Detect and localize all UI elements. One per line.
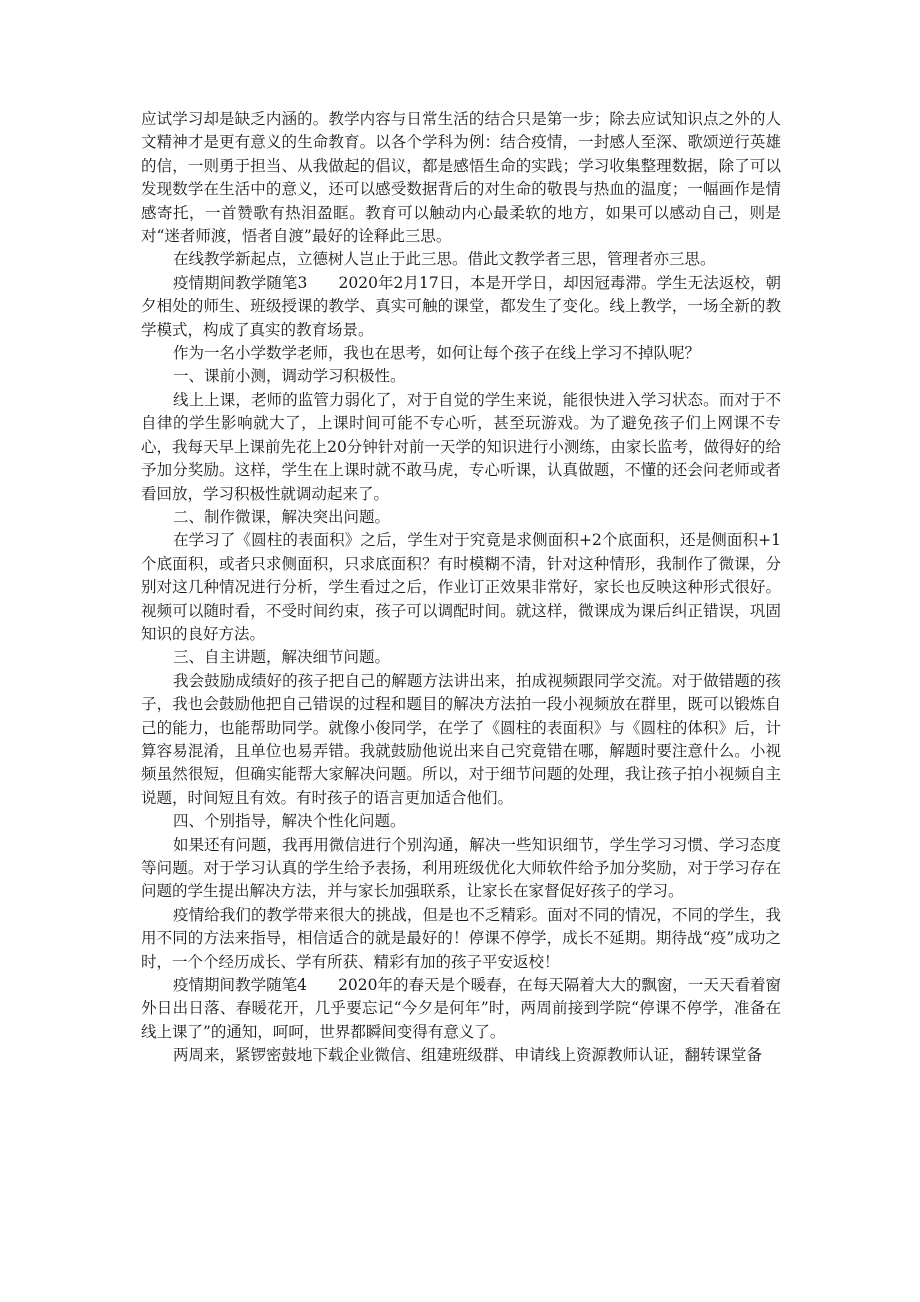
- paragraph-section-3: 我会鼓励成绩好的孩子把自己的解题方法讲出来，拍成视频跟同学交流。对于做错题的孩子，我也会鼓励他把自己错误的过程和题目的解决方法拍一段小视频放在群里，既可以锻炼自己的能力，也能帮助同学。就像小俊同学，在学了《圆柱的表面积》与《圆柱的体积》后，计算容易混淆，且单位也易弄错。我就鼓励他说出来自己究竟错在哪，解题时要注意什么。小视频虽然很短，但确实能帮大家解决问题。所以，对于细节问题的处理，我让孩子拍小视频自主说题，时间短且有效。有时孩子的语言更加适合他们。: [141, 671, 781, 807]
- paragraph-section-4: 如果还有问题，我再用微信进行个别沟通，解决一些知识细节，学生学习习惯、学习态度等问题。对于学习认真的学生给予表扬，利用班级优化大师软件给予加分奖励，对于学习存在问题的学生提出解决方法，并与家长加强联系，让家长在家督促好孩子的学习。: [141, 835, 781, 901]
- paragraph-two-weeks: 两周来，紧锣密鼓地下载企业微信、组建班级群、申请线上资源教师认证，翻转课堂备: [173, 1046, 763, 1065]
- document-body: [141, 108, 781, 1068]
- paragraph-section-1: 线上上课，老师的监管力弱化了，对于自觉的学生来说，能很快进入学习状态。而对于不自律的学生影响就大了，上课时间可能不专心听，甚至玩游戏。为了避免孩子们上网课不专心，我每天早上课前先花上20分钟针对前一天学的知识进行小测练，由家长监考，做得好的给予加分奖励。这样，学生在上课时就不敢马虎，专心听课，认真做题，不懂的还会问老师或者看回放，学习积极性就调动起来了。: [141, 390, 781, 503]
- paragraph-conclusion: 疫情给我们的教学带来很大的挑战，但是也不乏精彩。面对不同的情况，不同的学生，我用不同的方法来指导，相信适合的就是最好的！停课不停学，成长不延期。期待战“疫”成功之时，一个个经历成长、学有所获、精彩有加的孩子平安返校！: [141, 905, 781, 971]
- paragraph-essay-4-opening: 疫情期间教学随笔4 2020年的春天是个暖春，在每天隔着大大的飘窗，一天天看着窗外日出日落、春暖花开，几乎要忘记“今夕是何年”时，两周前接到学院“停课不停学，准备在线上课了”的通知，呵呵，世界都瞬间变得有意义了。: [141, 976, 781, 1041]
- heading-section-3: 三、自主讲题，解决细节问题。: [173, 648, 391, 667]
- heading-section-4: 四、个别指导，解决个性化问题。: [173, 812, 406, 831]
- heading-section-1: 一、课前小测，调动学习积极性。: [173, 367, 406, 386]
- paragraph-essay-3-opening: 疫情期间教学随笔3 2020年2月17日，本是开学日，却因冠毒滞。学生无法返校，朝夕相处的师生、班级授课的教学、真实可触的课堂，都发生了变化。线上教学，一场全新的教学模式，构成了真实的教育场景。: [141, 273, 781, 339]
- paragraph-question: 作为一名小学数学老师，我也在思考，如何让每个孩子在线上学习不掉队呢？: [173, 344, 701, 363]
- heading-section-2: 二、制作微课，解决突出问题。: [173, 507, 391, 526]
- paragraph-continued-intro: 应试学习却是缺乏内涵的。教学内容与日常生活的结合只是第一步；除去应试知识点之外的人文精神才是更有意义的生命教育。以各个学科为例：结合疫情，一封感人至深、歌颂逆行英雄的信，一则勇于担当、从我做起的倡议，都是感悟生命的实践；学习收集整理数据，除了可以发现数学在生活中的意义，还可以感受数据背后的对生命的敬畏与热血的温度；一幅画作是情感寄托，一首赞歌有热泪盈眶。教育可以触动内心最柔软的地方，如果可以感动自己，则是对“迷者师渡，悟者自渡”最好的诠释此三思。: [141, 110, 781, 246]
- paragraph-section-2: 在学习了《圆柱的表面积》之后，学生对于究竟是求侧面积+2个底面积，还是侧面积+1个底面积，或者只求侧面积，只求底面积？有时模糊不清，针对这种情形，我制作了微课，分别对这几种情况进行分析，学生看过之后，作业订正效果非常好，家长也反映这种形式很好。视频可以随时看，不受时间约束，孩子可以调配时间。就这样，微课成为课后纠正错误，巩固知识的良好方法。: [141, 531, 781, 643]
- paragraph-three-thoughts: 在线教学新起点，立德树人岂止于此三思。借此文教学者三思，管理者亦三思。: [173, 250, 716, 269]
